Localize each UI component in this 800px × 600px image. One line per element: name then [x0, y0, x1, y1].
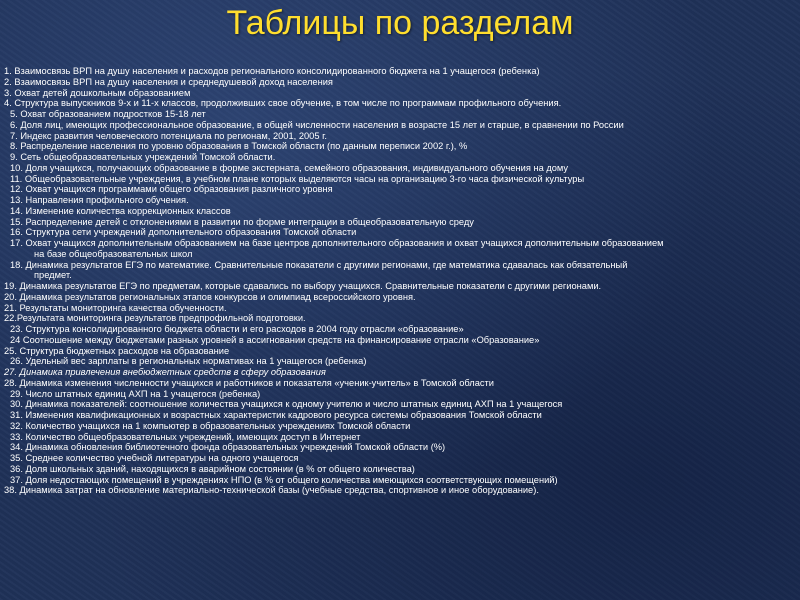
list-item: 28. Динамика изменения численности учащихся и работников и показателя «ученик-учитель» в Томской области [4, 377, 494, 388]
list-item: 16. Структура сети учреждений дополнительного образования Томской области [10, 227, 357, 238]
list-item: 15. Распределение детей с отклонениями в развитии по форме интеграции в общеобразовательную среду [10, 216, 474, 227]
list-item: 11. Общеобразовательные учреждения, в учебном плане которых выделяются часы на организацию 3-го часа физической культуры [10, 173, 585, 184]
list-item: 24 Соотношение между бюджетами разных уровней в ассигновании средств на финансирование отрасли «Образование» [10, 334, 540, 345]
list-item: 29. Число штатных единиц АХП на 1 учащегося (ребенка) [10, 388, 261, 399]
list-item: 32. Количество учащихся на 1 компьютер в образовательных учреждениях Томской области [10, 420, 411, 431]
list-item: 4. Структура выпускников 9-х и 11-х классов, продолживших свое обучение, в том числе по программам профильного обучения. [4, 98, 562, 109]
list-item: 7. Индекс развития человеческого потенциала по регионам, 2001, 2005 г. [10, 130, 327, 141]
list-item: 22.Результата мониторинга результатов предпрофильной подготовки. [4, 313, 306, 324]
list-item: 30. Динамика показателей: соотношение количества учащихся к одному учителю и число штатных единиц АХП на 1 учащегося [10, 399, 563, 410]
list-item: 3. Охват детей дошкольным образованием [4, 87, 191, 98]
list-item: 2. Взаимосвязь ВРП на душу населения и среднедушевой доход населения [4, 76, 333, 87]
list-item: 18. Динамика результатов ЕГЭ по математике. Сравнительные показатели с другими регионами, где математика сдавалась как обязательный [10, 259, 628, 270]
list-item: 8. Распределение населения по уровню образования в Томской области (по данным переписи 2002 г.), % [10, 141, 468, 152]
table-list [4, 66, 794, 496]
list-item: 13. Направления профильного обучения. [10, 195, 189, 205]
list-item: 1. Взаимосвязь ВРП на душу населения и расходов регионального консолидированного бюджета на 1 учащегося (ребенка) [4, 66, 540, 76]
list-item: 21. Результаты мониторинга качества обученности. [4, 302, 227, 313]
list-item: 25. Структура бюджетных расходов на образование [4, 345, 230, 356]
list-item: 6. Доля лиц, имеющих профессиональное образование, в общей численности населения в возрасте 15 лет и старше, в сравнении по России [10, 119, 624, 130]
list-item: 19. Динамика результатов ЕГЭ по предметам, которые сдавались по выбору учащихся. Сравнительные показатели с другими регионами. [4, 281, 602, 291]
list-item: 5. Охват образованием подростков 15-18 лет [10, 109, 206, 119]
list-item: 9. Сеть общеобразовательных учреждений Томской области. [10, 152, 276, 162]
list-item: 33. Количество общеобразовательных учреждений, имеющих доступ в Интернет [10, 431, 361, 442]
list-item: 26. Удельный вес зарплаты в региональных нормативах на 1 учащегося (ребенка) [10, 356, 367, 367]
list-item: 20. Динамика результатов региональных этапов конкурсов и олимпиад всероссийского уровня. [4, 291, 416, 302]
list-item: 31. Изменения квалификационных и возрастных характеристик кадрового ресурса системы образования Томской области [10, 410, 542, 420]
slide-title: Таблицы по разделам [226, 4, 574, 42]
list-item: 23. Структура консолидированного бюджета области и его расходов в 2004 году отрасли «образование» [10, 324, 464, 334]
list-item-continuation: предмет. [34, 270, 72, 281]
list-item-continuation: на базе общеобразовательных школ [34, 248, 193, 259]
list-item: 34. Динамика обновления библиотечного фонда образовательных учреждений Томской области (%) [10, 442, 446, 453]
list-item: 17. Охват учащихся дополнительным образованием на базе центров дополнительного образования и охват учащихся дополнительным образованием [10, 238, 664, 248]
list-item: 38. Динамика затрат на обновление материально-технической базы (учебные средства, спортивное и иное оборудование). [4, 485, 539, 496]
list-item: 14. Изменение количества коррекционных классов [10, 205, 231, 216]
list-item: 10. Доля учащихся, получающих образование в форме экстерната, семейного образования, индивидуального обучения на дому [10, 162, 569, 173]
list-item: 35. Среднее количество учебной литературы на одного учащегося [10, 453, 299, 463]
list-item: 12. Охват учащихся программами общего образования различного уровня [10, 184, 333, 195]
list-item: 36. Доля школьных зданий, находящихся в аварийном состоянии (в % от общего количества) [10, 463, 415, 474]
list-item: 27. Динамика привлечения внебюджетных средств в сферу образования [4, 367, 326, 377]
list-item: 37. Доля недостающих помещений в учреждениях НПО (в % от общего количества имеющихся соответствующих помещений) [10, 474, 558, 485]
